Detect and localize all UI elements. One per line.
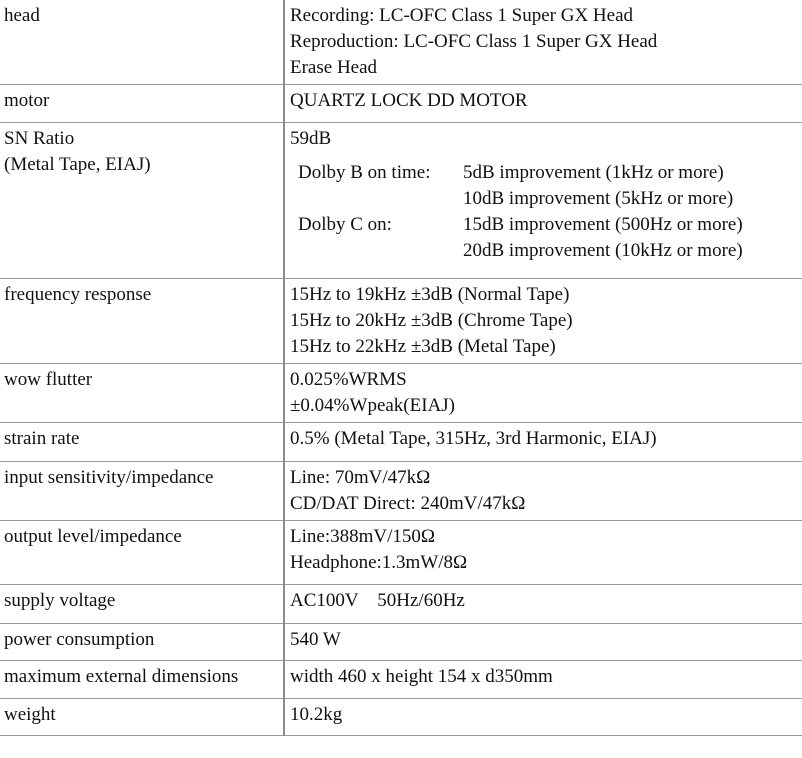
sn-label-note: (Metal Tape, EIAJ) <box>4 154 151 175</box>
spec-row-sn-ratio <box>0 123 802 279</box>
spec-label: weight <box>0 699 284 736</box>
spec-value <box>284 699 802 736</box>
weight-value: 10.2kg <box>290 704 343 725</box>
sn-value: 59dB <box>290 128 332 149</box>
spec-value <box>284 661 802 699</box>
dolby-value: 20dB improvement (10kHz or more) <box>463 240 743 261</box>
dolby-value: 10dB improvement (5kHz or more) <box>463 188 734 209</box>
supply-value: AC100V 50Hz/60Hz <box>290 590 465 611</box>
sn-label: SN Ratio <box>4 128 75 149</box>
spec-row-output <box>0 521 802 585</box>
spec-value <box>284 624 802 661</box>
spec-row-power-consumption <box>0 624 802 661</box>
spec-value <box>284 521 802 585</box>
spec-value <box>284 423 802 462</box>
spec-label: frequency response <box>0 279 284 364</box>
spec-row-wow-flutter <box>0 364 802 423</box>
spec-row-head <box>0 0 802 85</box>
wow-wpeak: ±0.04%Wpeak(EIAJ) <box>290 395 456 416</box>
dolby-label <box>298 186 463 212</box>
spec-row-supply-voltage <box>0 585 802 624</box>
spec-row-frequency-response <box>0 279 802 364</box>
dimensions-value: width 460 x height 154 x d350mm <box>290 666 553 687</box>
power-value: 540 W <box>290 629 341 650</box>
head-reproduction: Reproduction: LC-OFC Class 1 Super GX Head <box>290 31 658 52</box>
spec-value <box>284 279 802 364</box>
spec-label: supply voltage <box>0 585 284 624</box>
spec-value <box>284 364 802 423</box>
spec-label: output level/impedance <box>0 521 284 585</box>
dolby-row <box>298 238 798 264</box>
spec-value <box>284 0 802 85</box>
spec-label: input sensitivity/impedance <box>0 462 284 521</box>
freq-chrome: 15Hz to 20kHz ±3dB (Chrome Tape) <box>290 310 573 331</box>
dolby-row <box>298 212 798 238</box>
wow-wrms: 0.025%WRMS <box>290 369 407 390</box>
spec-label: maximum external dimensions <box>0 661 284 699</box>
motor-value: QUARTZ LOCK DD MOTOR <box>290 90 528 111</box>
spec-row-strain-rate <box>0 423 802 462</box>
spec-row-input <box>0 462 802 521</box>
spec-label: strain rate <box>0 423 284 462</box>
dolby-value: 5dB improvement (1kHz or more) <box>463 162 724 183</box>
spec-label: wow flutter <box>0 364 284 423</box>
dolby-row <box>298 186 798 212</box>
freq-metal: 15Hz to 22kHz ±3dB (Metal Tape) <box>290 336 556 357</box>
freq-normal: 15Hz to 19kHz ±3dB (Normal Tape) <box>290 284 570 305</box>
spec-value <box>284 462 802 521</box>
spec-value <box>284 123 802 279</box>
input-cd-dat: CD/DAT Direct: 240mV/47kΩ <box>290 493 526 514</box>
dolby-value: 15dB improvement (500Hz or more) <box>463 214 743 235</box>
spec-label <box>0 123 284 279</box>
output-line: Line:388mV/150Ω <box>290 526 435 547</box>
dolby-label <box>298 238 463 264</box>
spec-label: motor <box>0 85 284 123</box>
head-erase: Erase Head <box>290 57 378 78</box>
dolby-label: Dolby B on time: <box>298 162 431 183</box>
spec-label: power consumption <box>0 624 284 661</box>
dolby-row <box>298 160 798 186</box>
spec-row-motor <box>0 85 802 123</box>
spec-label: head <box>0 0 284 85</box>
spec-row-weight <box>0 699 802 736</box>
head-recording: Recording: LC-OFC Class 1 Super GX Head <box>290 5 634 26</box>
strain-value: 0.5% (Metal Tape, 315Hz, 3rd Harmonic, EIAJ) <box>290 428 657 449</box>
spec-row-dimensions <box>0 661 802 699</box>
spec-value <box>284 85 802 123</box>
spec-value <box>284 585 802 624</box>
input-line: Line: 70mV/47kΩ <box>290 467 431 488</box>
dolby-label: Dolby C on: <box>298 214 392 235</box>
output-headphone: Headphone:1.3mW/8Ω <box>290 552 468 573</box>
dolby-improvements <box>298 160 798 264</box>
